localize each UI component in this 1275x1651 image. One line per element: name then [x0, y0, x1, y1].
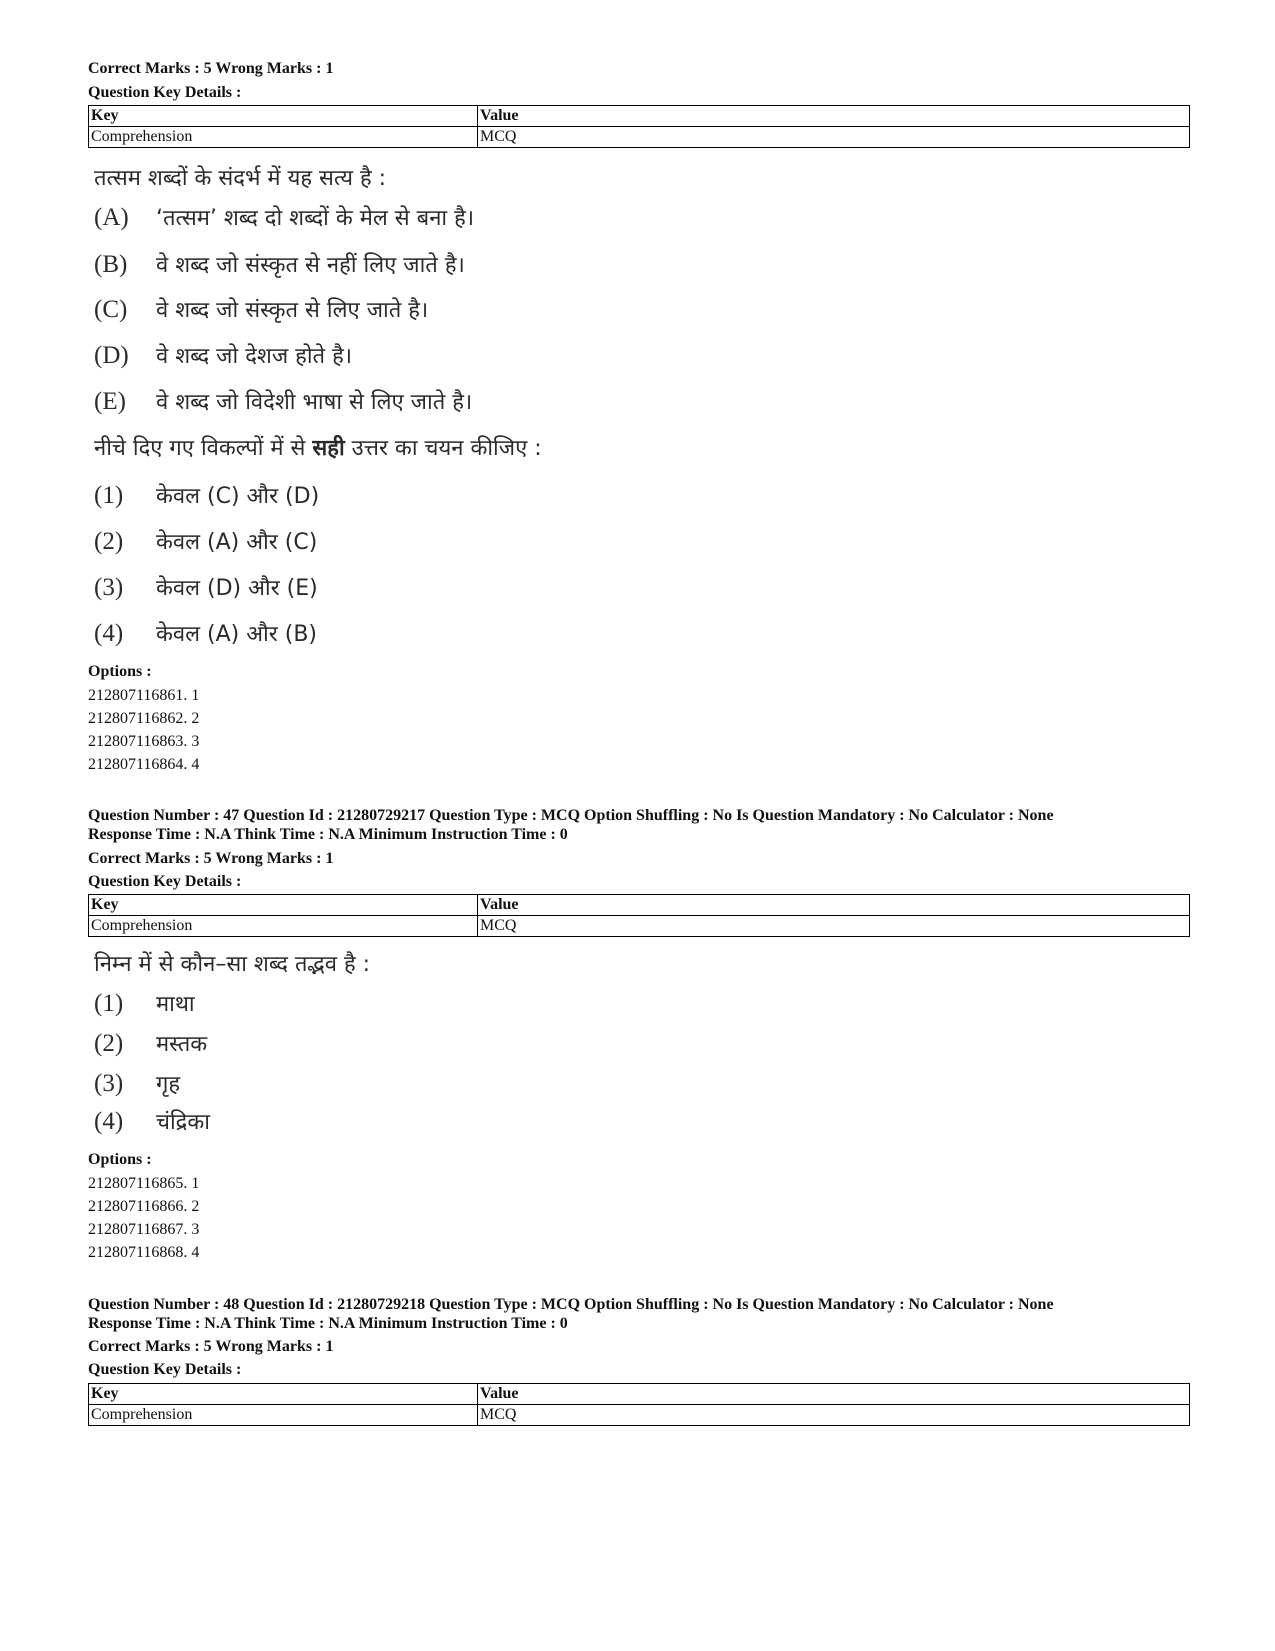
- choice-label: (1): [94, 990, 124, 1017]
- question-header-line2: Response Time : N.A Think Time : N.A Minimum Instruction Time : 0: [88, 826, 568, 843]
- table-cell-key: Comprehension: [89, 127, 478, 148]
- choice-text: केवल (C) और (D): [156, 484, 320, 509]
- statement-item: [94, 340, 352, 370]
- question-header-line2: Response Time : N.A Think Time : N.A Minimum Instruction Time : 0: [88, 1315, 568, 1332]
- statement-text: वे शब्द जो देशज होते है।: [156, 344, 353, 369]
- key-details-label: Question Key Details :: [88, 1361, 242, 1378]
- choice-label: (4): [94, 1108, 124, 1135]
- table-cell-value: MCQ: [478, 916, 1190, 937]
- statement-item: [94, 249, 465, 279]
- statement-text: ‘तत्सम’ शब्द दो शब्दों के मेल से बना है।: [156, 206, 475, 231]
- option-item: 212807116867. 3: [88, 1221, 200, 1238]
- marks-line: Correct Marks : 5 Wrong Marks : 1: [88, 60, 334, 77]
- options-label: Options :: [88, 663, 152, 680]
- option-item: 212807116868. 4: [88, 1244, 200, 1261]
- statement-label: (C): [94, 296, 128, 323]
- question-header-line1: Question Number : 47 Question Id : 21280729217 Question Type : MCQ Option Shuffling : No Is Question Mandatory : No Calculator : None: [88, 807, 1054, 824]
- choice-label: (2): [94, 1030, 124, 1057]
- table-header-row: [89, 1384, 1190, 1405]
- question-instruction: [94, 432, 542, 462]
- table-header-value: Value: [478, 1384, 1190, 1405]
- choice-item: [94, 618, 317, 648]
- question-stem: निम्न में से कौन–सा शब्द तद्भव है :: [94, 952, 371, 977]
- option-item: 212807116866. 2: [88, 1198, 200, 1215]
- choice-label: (4): [94, 620, 124, 647]
- question-image: [94, 160, 794, 650]
- options-list: [88, 1172, 199, 1264]
- table-header-key: Key: [89, 106, 478, 127]
- table-row: [89, 916, 1190, 937]
- table-header-key: Key: [89, 1384, 478, 1405]
- statement-text: वे शब्द जो संस्कृत से नहीं लिए जाते है।: [156, 253, 465, 278]
- options-label: Options :: [88, 1151, 152, 1168]
- marks-line: Correct Marks : 5 Wrong Marks : 1: [88, 850, 334, 867]
- key-details-label: Question Key Details :: [88, 84, 242, 101]
- statement-item: [94, 202, 474, 232]
- table-header-row: [89, 895, 1190, 916]
- question-stem: तत्सम शब्दों के संदर्भ में यह सत्य है :: [94, 166, 387, 191]
- key-details-table: [88, 105, 1190, 148]
- statement-label: (B): [94, 251, 128, 278]
- choice-item: [94, 526, 317, 556]
- choice-item: [94, 1028, 207, 1058]
- statement-label: (A): [94, 204, 129, 231]
- choice-item: [94, 1106, 210, 1136]
- question-image: [94, 948, 494, 1148]
- table-cell-value: MCQ: [478, 127, 1190, 148]
- option-item: 212807116865. 1: [88, 1175, 200, 1192]
- choice-text: केवल (D) और (E): [156, 576, 318, 601]
- marks-line: Correct Marks : 5 Wrong Marks : 1: [88, 1338, 334, 1355]
- choice-text: मस्तक: [156, 1032, 208, 1057]
- choice-text: केवल (A) और (B): [156, 622, 318, 647]
- instruction-text: नीचे दिए गए विकल्पों में से: [94, 436, 313, 461]
- choice-label: (3): [94, 574, 124, 601]
- key-details-table: [88, 894, 1190, 937]
- option-item: 212807116864. 4: [88, 756, 200, 773]
- choice-item: [94, 988, 195, 1018]
- table-header-value: Value: [478, 106, 1190, 127]
- table-cell-key: Comprehension: [89, 916, 478, 937]
- choice-text: केवल (A) और (C): [156, 530, 318, 555]
- choice-label: (1): [94, 482, 124, 509]
- choice-item: [94, 480, 319, 510]
- choice-label: (3): [94, 1070, 124, 1097]
- statement-item: [94, 386, 472, 416]
- table-row: [89, 1405, 1190, 1426]
- option-item: 212807116863. 3: [88, 733, 200, 750]
- statement-text: वे शब्द जो संस्कृत से लिए जाते है।: [156, 298, 429, 323]
- choice-label: (2): [94, 528, 124, 555]
- statement-label: (D): [94, 342, 129, 369]
- options-list: [88, 684, 199, 776]
- table-header-value: Value: [478, 895, 1190, 916]
- statement-item: [94, 294, 428, 324]
- choice-item: [94, 1068, 180, 1098]
- question-header-line1: Question Number : 48 Question Id : 21280729218 Question Type : MCQ Option Shuffling : No Is Question Mandatory : No Calculator : None: [88, 1296, 1054, 1313]
- table-row: [89, 127, 1190, 148]
- choice-text: गृह: [156, 1072, 181, 1097]
- statement-text: वे शब्द जो विदेशी भाषा से लिए जाते है।: [156, 390, 473, 415]
- key-details-label: Question Key Details :: [88, 873, 242, 890]
- choice-text: चंद्रिका: [156, 1110, 210, 1135]
- choice-item: [94, 572, 318, 602]
- choice-text: माथा: [156, 992, 195, 1017]
- table-cell-value: MCQ: [478, 1405, 1190, 1426]
- option-item: 212807116861. 1: [88, 687, 200, 704]
- table-header-row: [89, 106, 1190, 127]
- key-details-table: [88, 1383, 1190, 1426]
- option-item: 212807116862. 2: [88, 710, 200, 727]
- instruction-text: उत्तर का चयन कीजिए :: [344, 436, 542, 461]
- instruction-bold: सही: [312, 436, 345, 461]
- table-header-key: Key: [89, 895, 478, 916]
- table-cell-key: Comprehension: [89, 1405, 478, 1426]
- statement-label: (E): [94, 388, 126, 415]
